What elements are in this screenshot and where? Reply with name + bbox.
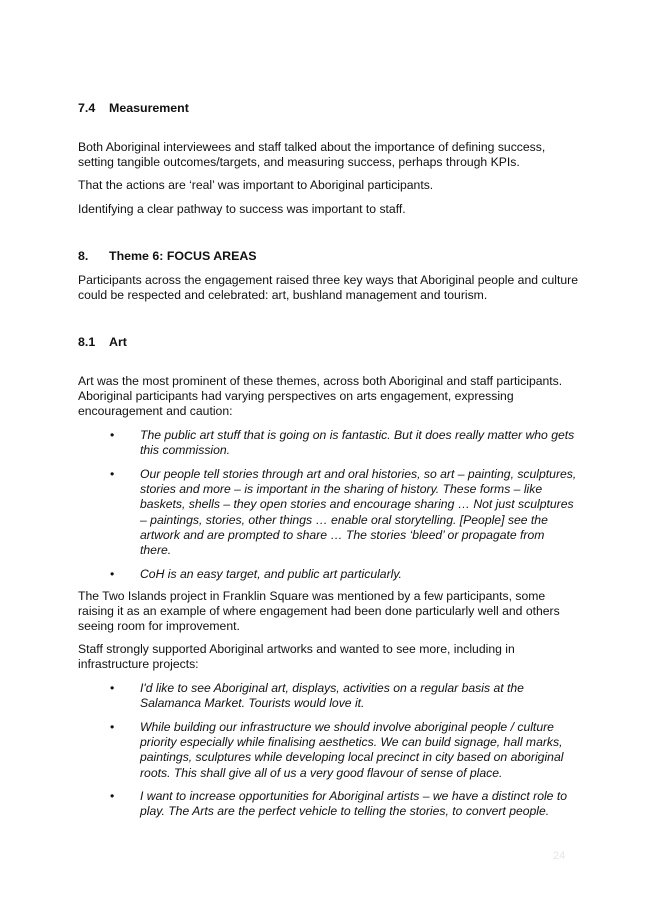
bullet-icon: • (110, 681, 115, 695)
bullet-icon: • (110, 428, 115, 442)
list-item (78, 720, 578, 781)
section-number: 7.4 (78, 101, 96, 115)
quote-text: I'd like to see Aboriginal art, displays, activities on a regular basis at the Salamanca Market. Tourists would love it. (140, 681, 524, 711)
quote-text: I want to increase opportunities for Aboriginal artists – we have a distinct role to play. The Arts are the perfect vehicle to telling the stories, to convert people. (140, 789, 568, 819)
paragraph-two-islands: The Two Islands project in Franklin Square was mentioned by a few participants, some raising it as an example of where engagement had been done particularly well and others seeing room for improvement. (78, 589, 560, 634)
list-item (78, 681, 578, 711)
aboriginal-quotes-list (78, 428, 578, 590)
paragraph-measurement-2: That the actions are ‘real’ was important to Aboriginal participants. (78, 178, 434, 192)
paragraph-measurement-1: Both Aboriginal interviewees and staff talked about the importance of defining success, setting tangible outcomes/targets, and measuring success, perhaps through KPIs. (78, 140, 546, 170)
quote-text: CoH is an easy target, and public art particularly. (140, 566, 402, 581)
section-number: 8. (78, 249, 89, 263)
bullet-icon: • (110, 466, 115, 481)
quote-text: While building our infrastructure we should involve aboriginal people / culture priority especially while finalising aesthetics. We can build signage, hall marks, paintings, sculptures while developing local precinct in city based on aboriginal roots. This shall give all of us a very good flavour of sense of place. (140, 719, 564, 780)
section-heading-7-4 (78, 101, 578, 116)
quote-text: Our people tell stories through art and oral histories, so art – painting, sculptures, stories and more – is important in the sharing of history. These forms – like baskets, shells – they open stories and encourage sharing … Not just sculptures – paintings, stories, other things … enable oral storytelling. [People] see the artwork and are prompted to share … The stories ‘bleed’ or propagate from there. (140, 466, 577, 557)
bullet-icon: • (110, 789, 115, 804)
section-title: Theme 6: FOCUS AREAS (109, 249, 257, 263)
paragraph-focus-areas: Participants across the engagement raised three key ways that Aboriginal people and culture could be respected and celebrated: art, bushland management and tourism. (78, 273, 578, 303)
list-item (78, 789, 578, 819)
paragraph-measurement-3: Identifying a clear pathway to success was important to staff. (78, 202, 406, 216)
staff-quotes-list (78, 681, 578, 828)
bullet-icon: • (110, 566, 115, 581)
list-item (78, 567, 578, 582)
section-heading-8 (78, 249, 578, 264)
quote-text: The public art stuff that is going on is fantastic. But it does really matter who gets this commission. (140, 428, 575, 458)
bullet-icon: • (110, 719, 115, 734)
section-title: Art (109, 335, 127, 349)
paragraph-art-intro: Art was the most prominent of these themes, across both Aboriginal and staff participants. Aboriginal participants had varying perspectives on arts engagement, expressing encouragement and caution: (78, 374, 563, 419)
section-heading-8-1 (78, 335, 578, 350)
section-title: Measurement (109, 101, 189, 115)
list-item (78, 467, 578, 558)
section-number: 8.1 (78, 335, 96, 349)
page-number: 24 (553, 850, 566, 862)
paragraph-staff-support: Staff strongly supported Aboriginal artworks and wanted to see more, including in infrastructure projects: (78, 642, 515, 672)
list-item (78, 428, 578, 458)
